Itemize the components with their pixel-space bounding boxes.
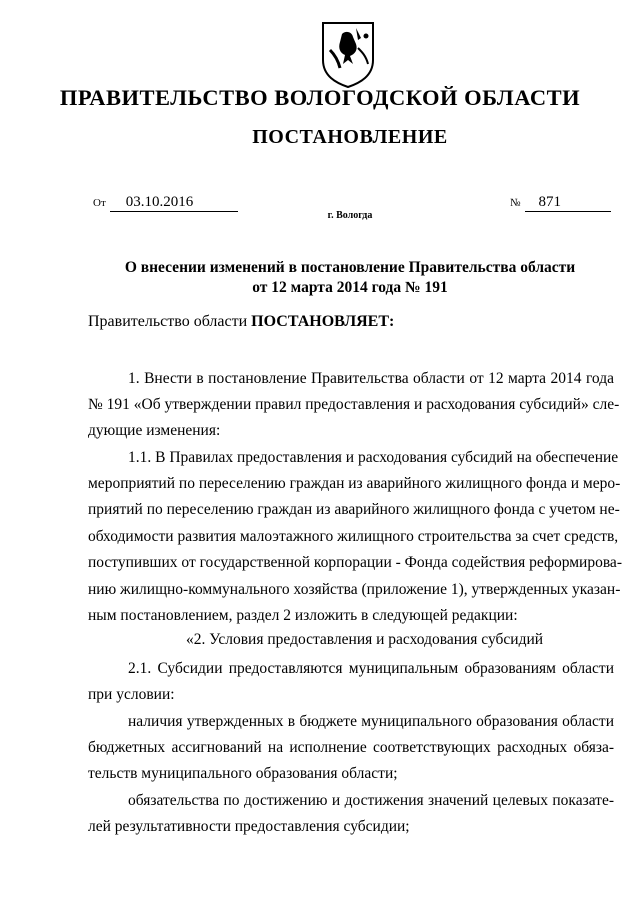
date-prefix: От — [93, 197, 106, 209]
document-type: ПОСТАНОВЛЕНИЕ — [252, 126, 448, 148]
coat-of-arms-emblem — [320, 20, 376, 88]
body-line: приятий по переселению граждан из аварийного жилищного фонда с учетом не- — [88, 501, 620, 518]
body-line: бюджетных ассигнований на исполнение соответствующих расходных обяза- — [88, 739, 614, 756]
intro-paragraph — [88, 313, 394, 331]
intro-text: Правительство области — [88, 313, 252, 330]
body-line: тельств муниципального образования области; — [88, 765, 398, 782]
body-line: дующие изменения: — [88, 422, 221, 439]
body-line: при условии: — [88, 686, 175, 703]
body-line: обязательства по достижению и достижения значений целевых показате- — [128, 792, 614, 809]
body-line: 1.1. В Правилах предоставления и расходования субсидий на обеспечение — [128, 449, 619, 466]
body-line: № 191 «Об утверждении правил предоставления и расходования субсидий» сле- — [88, 396, 620, 413]
government-name: ПРАВИТЕЛЬСТВО ВОЛОГОДСКОЙ ОБЛАСТИ — [59, 85, 581, 110]
document-number: 871 — [525, 194, 611, 212]
body-line: нию жилищно-коммунального хозяйства (приложение 1), утвержденных указан- — [88, 581, 621, 598]
body-line: мероприятий по переселению граждан из аварийного жилищного фонда и меро- — [88, 475, 621, 492]
section-heading: «2. Условия предоставления и расходования субсидий — [186, 631, 544, 648]
body-line: обходимости развития малоэтажного жилищного строительства за счет средств, — [88, 528, 619, 545]
document-title — [0, 258, 640, 298]
body-line: наличия утвержденных в бюджете муниципального образования области — [128, 713, 614, 730]
body-line: 1. Внести в постановление Правительства области от 12 марта 2014 года — [128, 370, 614, 387]
body-line: 2.1. Субсидии предоставляются муниципальным образованиям области — [128, 660, 614, 677]
number-prefix: № — [510, 197, 521, 209]
intro-bold: ПОСТАНОВЛЯЕТ: — [251, 313, 395, 330]
city-label: г. Вологда — [327, 210, 373, 221]
document-date: 03.10.2016 — [110, 194, 238, 212]
body-line: лей результативности предоставления субсидии; — [88, 818, 410, 835]
title-line-2: от 12 марта 2014 года № 191 — [252, 279, 448, 296]
title-line-1: О внесении изменений в постановление Правительства области — [124, 259, 576, 276]
body-line: поступивших от государственной корпорации - Фонда содействия реформирова- — [88, 554, 622, 571]
body-line: ным постановлением, раздел 2 изложить в следующей редакции: — [88, 607, 518, 624]
